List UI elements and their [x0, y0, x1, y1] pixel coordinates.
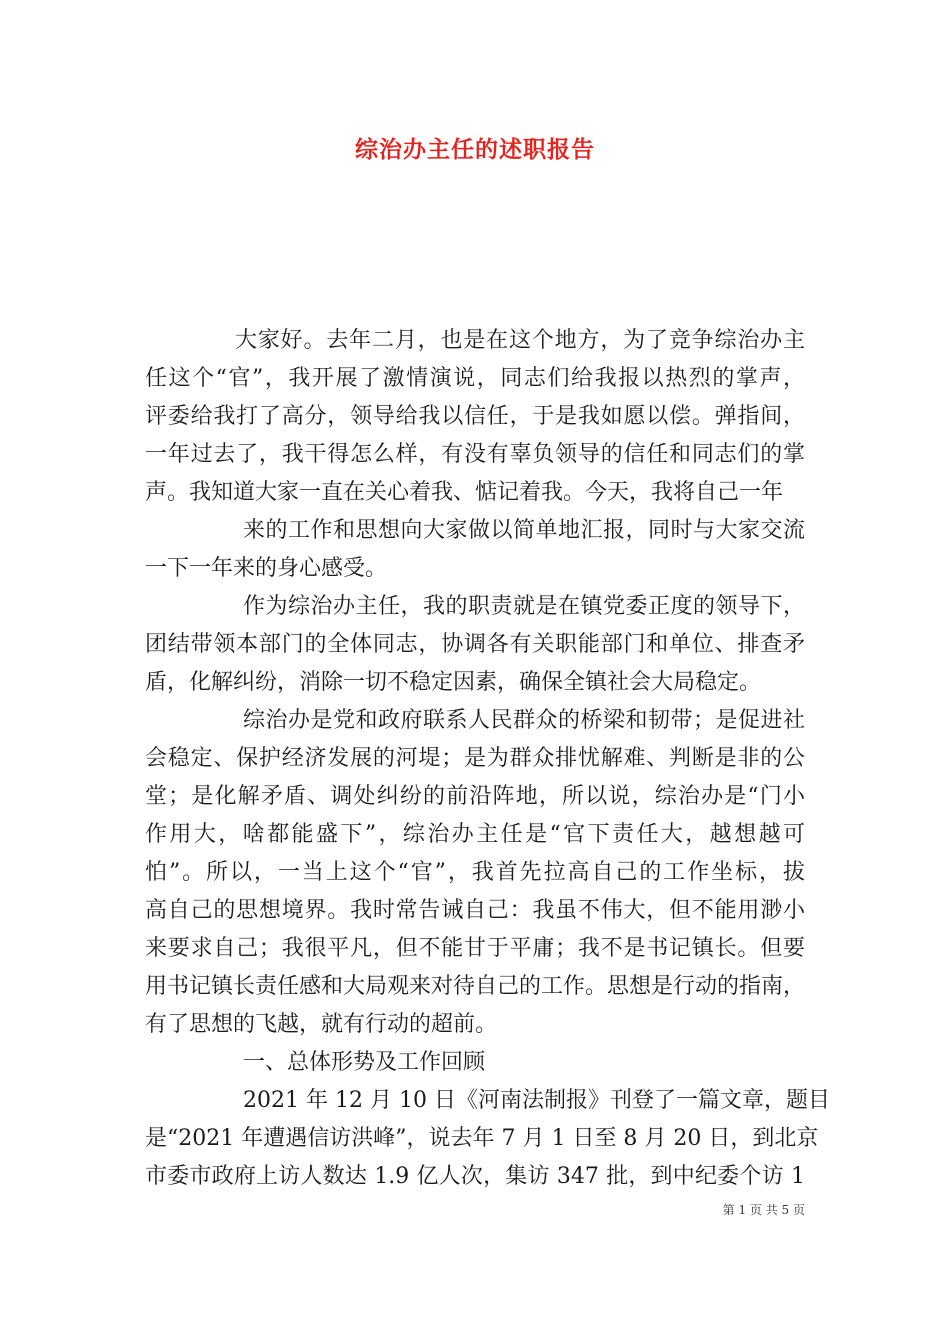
- body-line: 一年过去了，我干得怎么样，有没有辜负领导的信任和同志们的掌: [145, 442, 805, 467]
- body-line: 任这个“官”，我开展了激情演说，同志们给我报以热烈的掌声，: [145, 366, 805, 391]
- body-line: 高自己的思想境界。我时常告诫自己：我虽不伟大，但不能用渺小: [145, 898, 805, 923]
- document-title: 综治办主任的述职报告: [355, 136, 595, 163]
- body-line: 一下一年来的身心感受。: [145, 556, 388, 581]
- body-line: 评委给我打了高分，领导给我以信任，于是我如愿以偿。弹指间，: [145, 404, 805, 429]
- page-footer: 第 1 页 共 5 页: [722, 1203, 805, 1217]
- body-line: 2021 年 12 月 10 日《河南法制报》刊登了一篇文章，题目: [243, 1088, 830, 1113]
- body-line: 作为综治办主任，我的职责就是在镇党委正度的领导下，: [243, 594, 805, 619]
- body-line: 盾，化解纠纷，消除一切不稳定因素，确保全镇社会大局稳定。: [145, 670, 762, 695]
- document-body: [145, 322, 830, 1196]
- body-line: 堂；是化解矛盾、调处纠纷的前沿阵地，所以说，综治办是“门小: [145, 784, 805, 809]
- body-line: 综治办是党和政府联系人民群众的桥梁和韧带；是促进社: [243, 708, 805, 733]
- body-line: 怕”。所以，一当上这个“官”，我首先拉高自己的工作坐标，拔: [145, 860, 805, 885]
- body-line: 团结带领本部门的全体同志，协调各有关职能部门和单位、排查矛: [145, 632, 805, 657]
- body-line: 来的工作和思想向大家做以简单地汇报，同时与大家交流: [243, 518, 805, 543]
- body-line: 声。我知道大家一直在关心着我、惦记着我。今天，我将自己一年: [145, 480, 784, 505]
- body-line: 是“2021 年遭遇信访洪峰”，说去年 7 月 1 日至 8 月 20 日，到北京: [145, 1126, 819, 1151]
- body-line: 一、总体形势及工作回顾: [243, 1050, 486, 1075]
- body-line: 市委市政府上访人数达 1.9 亿人次，集访 347 批，到中纪委个访 1: [145, 1164, 805, 1189]
- body-line: 来要求自己；我很平凡，但不能甘于平庸；我不是书记镇长。但要: [145, 936, 805, 961]
- body-line: 作用大，啥都能盛下”，综治办主任是“官下责任大，越想越可: [145, 822, 805, 847]
- body-line: 用书记镇长责任感和大局观来对待自己的工作。思想是行动的指南，: [145, 974, 806, 999]
- body-line: 有了思想的飞越，就有行动的超前。: [145, 1012, 498, 1037]
- body-line: 大家好。去年二月，也是在这个地方，为了竞争综治办主: [235, 328, 805, 353]
- body-line: 会稳定、保护经济发展的河堤；是为群众排忧解难、判断是非的公: [145, 746, 805, 771]
